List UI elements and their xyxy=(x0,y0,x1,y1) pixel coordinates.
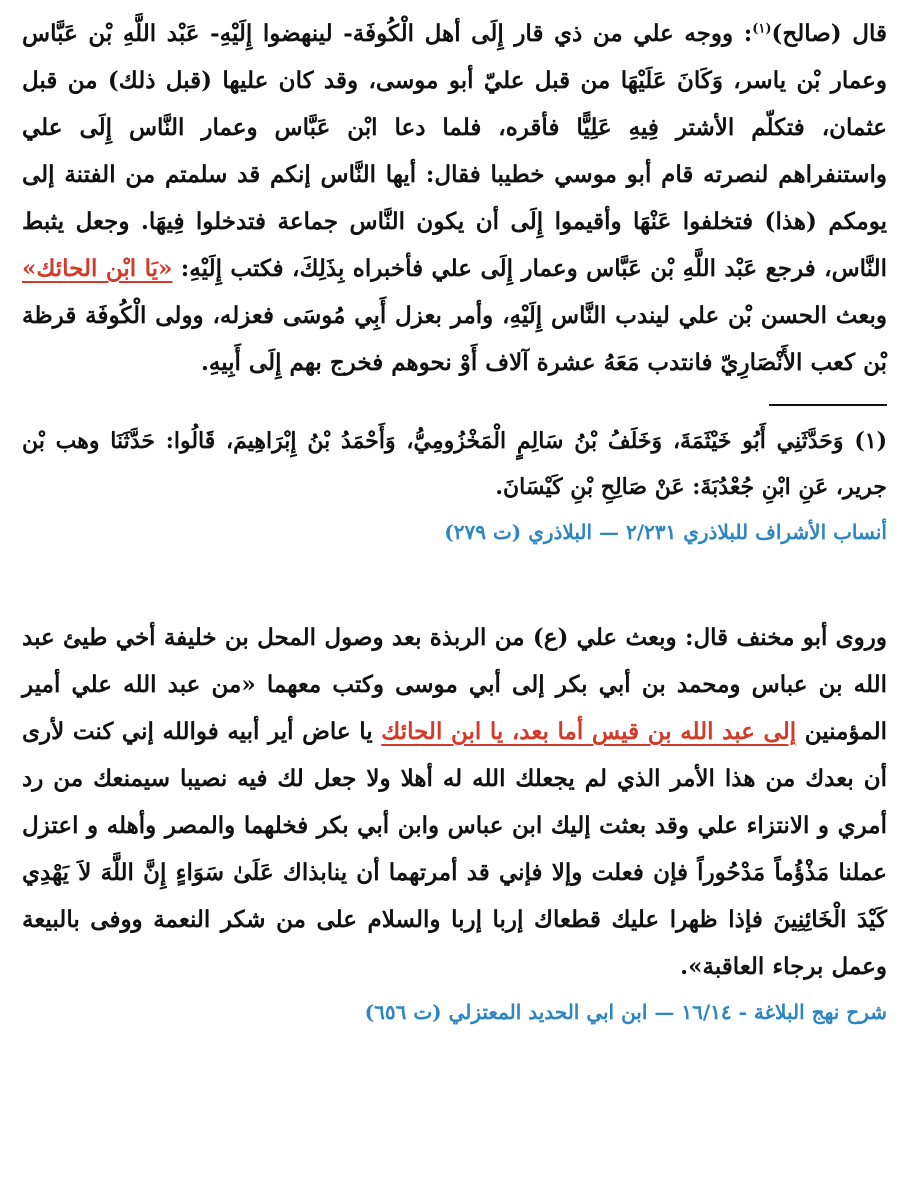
main-paragraph xyxy=(22,10,887,386)
paragraph-start-text: قال (صالح) xyxy=(771,20,887,47)
highlighted-quote: «يَا ابْن الحائك» xyxy=(22,255,173,282)
paragraph-text-part-1: : ووجه علي من ذي قار إِلَى أهل الْكُوفَة- لينهضوا إِلَيْهِ- عَبْد اللَّهِ بْن عَبَّاس وعمار بْن ياسر، وَكَانَ عَلَيْهَا من قبل عليّ أبو موسى، وقد كان عليها (قبل ذلك) من قبل عثمان، فتكلّم الأشتر فِيهِ عَلِيًّا فأقره، فلما دعا ابْن عَبَّاس وعمار النَّاس إِلَى علي واستنفراهم لنصرته قام أبو موسي خطيبا فقال: أيها النَّاس إنكم قد سلمتم من الفتنة إلى يومكم (هذا) فتخلفوا عَنْهَا وأقيموا إِلَى أن يكون النَّاس جماعة فتدخلوا فِيهَا. وجعل يثبط النَّاس، فرجع عَبْد اللَّهِ بْن عَبَّاس وعمار إِلَى علي فأخبراه بِذَلِكَ، فكتب إِلَيْهِ: xyxy=(22,20,888,282)
source-citation-1: أنساب الأشراف للبلاذري ٢/٢٣١ — البلاذري (ت ٢٧٩) xyxy=(444,520,887,544)
footnote-marker: (١) xyxy=(752,21,772,37)
source-citation-2: شرح نهج البلاغة - ١٦/١٤ — ابن ابي الحديد المعتزلي (ت ٦٥٦) xyxy=(364,1000,887,1024)
section-gap xyxy=(22,552,887,614)
paragraph-text-part-2: وبعث الحسن بْن علي ليندب النَّاس إِلَيْهِ، وأمر بعزل أَبِي مُوسَى فعزله، وولى الْكُوفَة قرظة بْن كعب الأَنْصَارِيّ فانتدب مَعَهُ عشرة آلاف أَوْ نحوهم فخرج بهم إِلَى أَبِيهِ. xyxy=(22,302,887,376)
second-paragraph-text-part-2: يا عاض أير أبيه فوالله إني كنت لأرى أن بعدك من هذا الأمر الذي لم يجعلك الله له أهلا ولا جعل لك فيه نصيبا سيمنعك من رد أمري و الانتزاء علي وقد بعثت إليك ابن عباس وابن أبي بكر فخلهما والمصر وأهله و اعتزل عملنا مَذْؤُماً مَدْحُوراً فإن فعلت وإلا فإني قد أمرتهما أن ينابذاك عَلَىٰ سَوَاءٍ إِنَّ اللَّهَ لاَ يَهْدِي كَيْدَ الْخَائِنِينَ فإذا ظهرا عليك قطعاك إربا إربا والسلام على من شكر النعمة ووفى بالبيعة وعمل برجاء العاقبة». xyxy=(22,718,887,980)
footnote-text: (١) وَحَدَّثَنِي أَبُو خَيْثَمَةَ، وَخَلَفُ بْنُ سَالِمٍ الْمَخْزُومِيُّ، وَأَحْمَدُ بْنُ إِبْرَاهِيمَ، قَالُوا: حَدَّثَنَا وهب بْن جرير، عَنِ ابْنِ جُعْدُبَةَ: عَنْ صَالِحِ بْنِ كَيْسَانَ. xyxy=(22,428,887,500)
second-paragraph xyxy=(22,614,887,990)
document-page xyxy=(22,10,887,1200)
highlighted-letter-phrase: إلى عبد الله بن قيس أما بعد، يا ابن الحائك xyxy=(381,718,797,745)
footnote-separator xyxy=(769,404,887,406)
second-paragraph-text-part-1: وروى أبو مخنف قال: وبعث علي (ع) من الربذة بعد وصول المحل بن خليفة أخي طيئ عبد الله بن عباس ومحمد بن أبي بكر إلى أبي موسى وكتب معهما «من عبد الله علي أمير المؤمنين xyxy=(22,624,888,745)
